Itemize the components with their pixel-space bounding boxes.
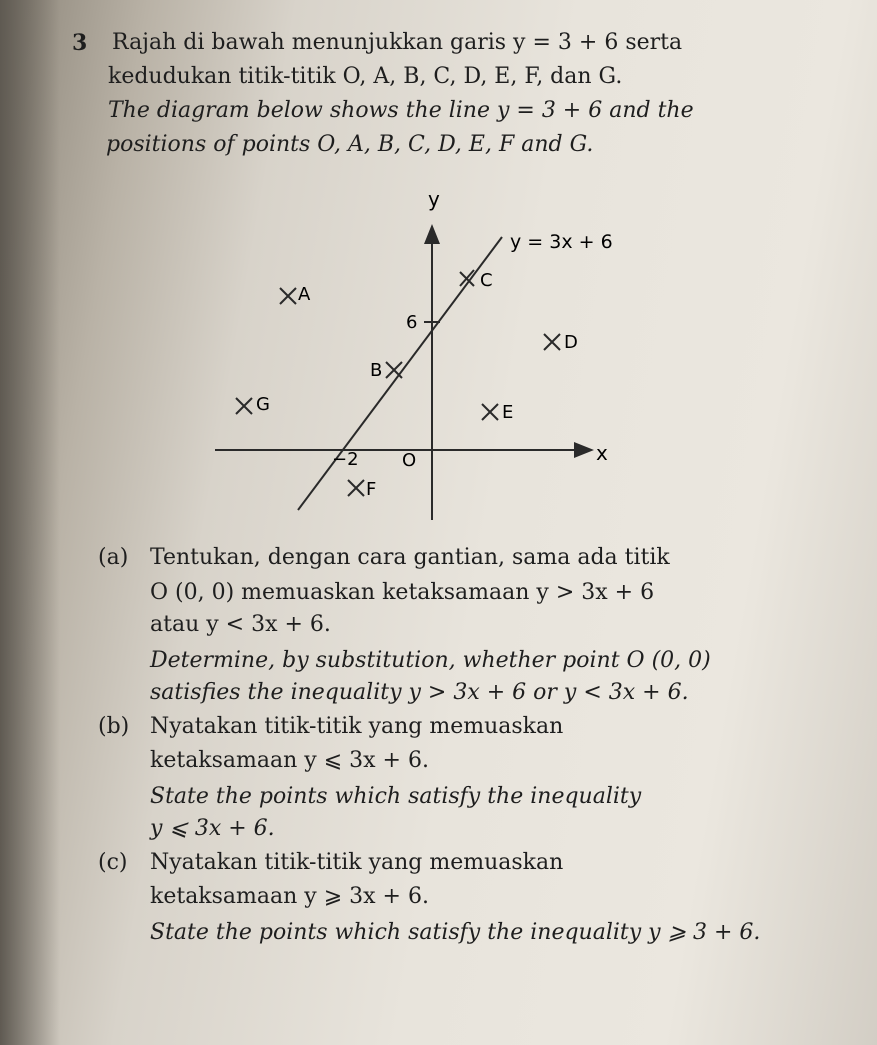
origin-label: O bbox=[402, 450, 417, 471]
part-a-malay-line-3: atau y < 3x + 6. bbox=[150, 612, 331, 637]
x-intercept-label: −2 bbox=[332, 449, 359, 470]
point-a-label: A bbox=[298, 284, 311, 305]
line-equation-label: y = 3x + 6 bbox=[510, 231, 613, 253]
graph-line bbox=[298, 237, 502, 510]
part-b-malay-line-2: ketaksamaan y ⩽ 3x + 6. bbox=[150, 748, 429, 773]
point-b-label: B bbox=[370, 360, 383, 381]
point-e-label: E bbox=[502, 402, 514, 423]
part-a-english-line-2: satisfies the inequality y > 3x + 6 or y < 3x + 6. bbox=[150, 680, 689, 705]
point-f bbox=[348, 479, 376, 500]
part-a-label: (a) bbox=[98, 545, 129, 570]
part-b-malay-line-1: Nyatakan titik-titik yang memuaskan bbox=[150, 714, 564, 739]
question-english-line-1: The diagram below shows the line y = 3 + 6 and the bbox=[108, 98, 694, 123]
question-malay-line-1: Rajah di bawah menunjukkan garis y = 3 + 6 serta bbox=[112, 30, 683, 55]
part-c-label: (c) bbox=[98, 850, 128, 875]
part-a-malay-line-2: O (0, 0) memuaskan ketaksamaan y > 3x + 6 bbox=[150, 580, 655, 605]
point-e bbox=[482, 402, 513, 423]
question-number: 3 bbox=[72, 30, 88, 56]
point-c-label: C bbox=[480, 270, 493, 291]
point-g-label: G bbox=[256, 394, 270, 415]
part-a-malay-line-1: Tentukan, dengan cara gantian, sama ada titik bbox=[150, 545, 670, 570]
part-b-english-line-1: State the points which satisfy the inequality bbox=[150, 784, 642, 809]
part-b-label: (b) bbox=[98, 714, 130, 739]
part-c-malay-line-2: ketaksamaan y ⩾ 3x + 6. bbox=[150, 884, 429, 909]
part-a-english-line-1: Determine, by substitution, whether point O (0, 0) bbox=[150, 648, 711, 673]
x-axis-label: x bbox=[596, 441, 608, 465]
part-c-english-line-1: State the points which satisfy the inequality y ⩾ 3 + 6. bbox=[150, 920, 761, 945]
point-d-label: D bbox=[564, 332, 578, 353]
part-b-english-line-2: y ⩽ 3x + 6. bbox=[150, 816, 275, 841]
question-malay-line-2: kedudukan titik-titik O, A, B, C, D, E, F, dan G. bbox=[108, 64, 623, 89]
y-axis-label: y bbox=[428, 187, 440, 211]
point-f-label: F bbox=[366, 479, 377, 500]
part-c-malay-line-1: Nyatakan titik-titik yang memuaskan bbox=[150, 850, 564, 875]
point-a bbox=[280, 284, 311, 305]
point-d bbox=[544, 332, 578, 353]
question-english-line-2: positions of points O, A, B, C, D, E, F and G. bbox=[106, 132, 594, 157]
point-g bbox=[236, 394, 270, 415]
y-intercept-label: 6 bbox=[406, 312, 418, 333]
